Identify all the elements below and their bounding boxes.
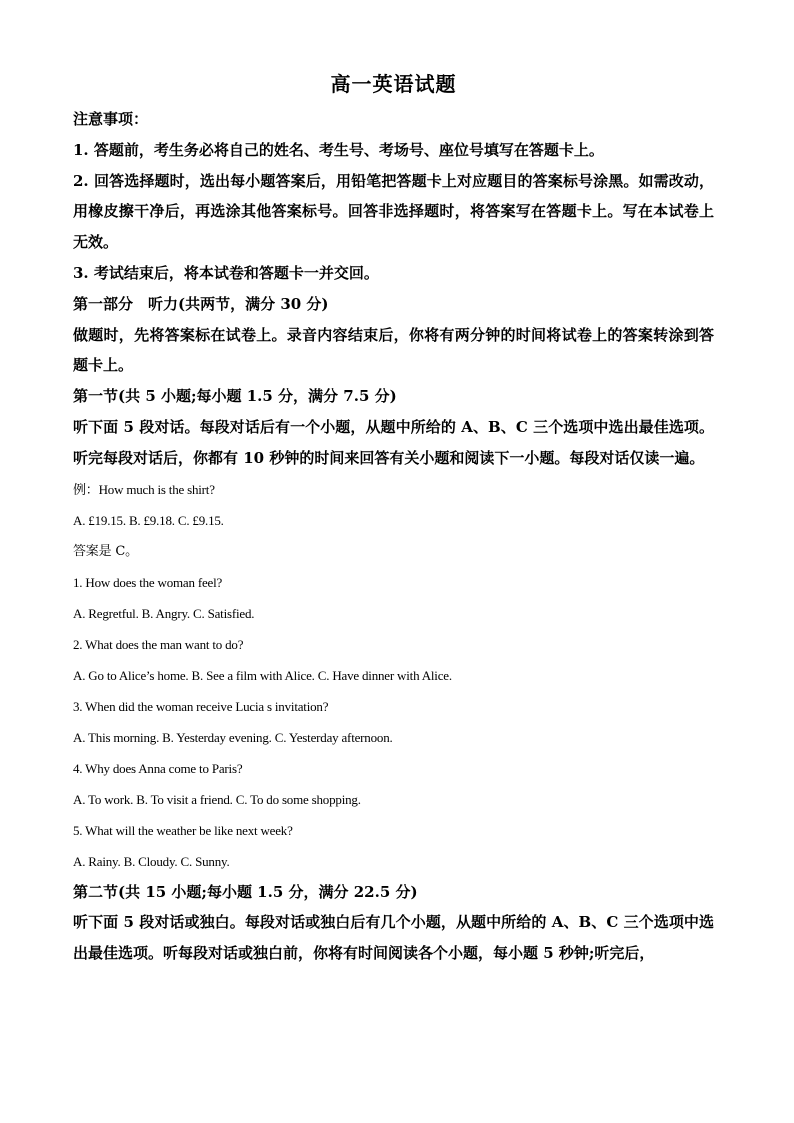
page-title: 高一英语试题 xyxy=(330,72,457,96)
question-5-options: A. Rainy. B. Cloudy. C. Sunny. xyxy=(73,853,230,869)
section2-heading: 第二节(共 15 小题;每小题 1.5 分，满分 22.5 分) xyxy=(73,882,418,901)
part1-heading: 第一部分 听力(共两节，满分 30 分) xyxy=(73,294,329,313)
example-question: 例：How much is the shirt? xyxy=(73,481,215,497)
question-4: 4. Why does Anna come to Paris? xyxy=(73,760,243,776)
section2-instruction: 听下面 5 段对话或独白。每段对话或独白后有几个小题，从题中所给的 A、B、C 三个选项中选出最佳选项。听每段对话或独白前，你将有时间阅读各个小题，每小题 5 秒钟;听完后， xyxy=(73,913,714,963)
notice-heading: 注意事项： xyxy=(73,110,149,128)
example-answer: 答案是 C。 xyxy=(73,543,138,559)
question-2-options: A. Go to Alice’s home. B. See a film with Alice. C. Have dinner with Alice. xyxy=(73,667,452,683)
question-4-options: A. To work. B. To visit a friend. C. To do some shopping. xyxy=(73,791,361,807)
question-3: 3. When did the woman receive Lucia s invitation? xyxy=(73,698,329,714)
section1-heading: 第一节(共 5 小题;每小题 1.5 分，满分 7.5 分) xyxy=(73,387,397,406)
section1-instruction: 听下面 5 段对话。每段对话后有一个小题，从题中所给的 A、B、C 三个选项中选出最佳选项。听完每段对话后，你都有 10 秒钟的时间来回答有关小题和阅读下一小题。每段对话仅读一遍。 xyxy=(73,417,714,467)
notice-item-3: 3. 考试结束后，将本试卷和答题卡一并交回。 xyxy=(73,263,379,282)
example-options: A. £19.15. B. £9.18. C. £9.15. xyxy=(73,512,224,528)
notice-item-1: 1. 答题前，考生务必将自己的姓名、考生号、考场号、座位号填写在答题卡上。 xyxy=(73,140,604,159)
question-2: 2. What does the man want to do? xyxy=(73,636,244,652)
question-1: 1. How does the woman feel? xyxy=(73,574,223,590)
question-3-options: A. This morning. B. Yesterday evening. C. Yesterday afternoon. xyxy=(73,729,393,745)
part1-instruction: 做题时，先将答案标在试卷上。录音内容结束后，你将有两分钟的时间将试卷上的答案转涂到答题卡上。 xyxy=(73,325,714,375)
question-1-options: A. Regretful. B. Angry. C. Satisfied. xyxy=(73,605,255,621)
question-5: 5. What will the weather be like next week? xyxy=(73,822,293,838)
notice-item-2: 2. 回答选择题时，选出每小题答案后，用铅笔把答题卡上对应题目的答案标号涂黑。如需改动，用橡皮擦干净后，再选涂其他答案标号。回答非选择题时，将答案写在答题卡上。写在本试卷上无效。 xyxy=(73,171,714,252)
